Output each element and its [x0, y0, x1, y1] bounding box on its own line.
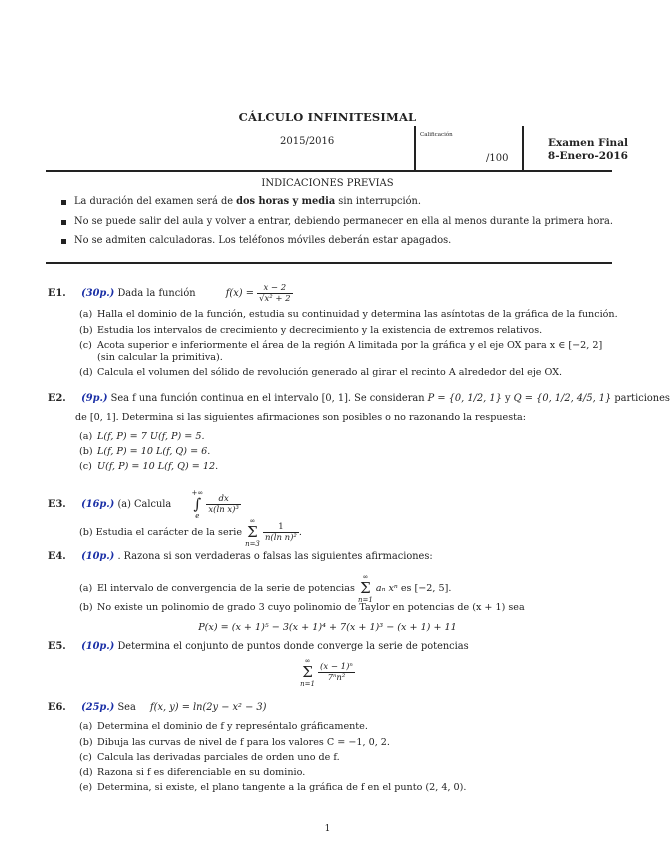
instruction-item: No se admiten calculadoras. Los teléfonos móviles deberán estar apagados. — [60, 233, 613, 253]
exercise-2: E2. (9p.) Sea f una función continua en el intervalo [0, 1]. Se consideran P = {0, 1/2, 1} y Q = {0, 1/2, 4/5, 1} particiones — [48, 393, 670, 404]
academic-year: 2015/2016 — [280, 136, 335, 147]
exercise-5: E5. (10p.) Determina el conjunto de puntos donde converge la serie de potencias — [48, 641, 469, 652]
e2-line-2: de [0, 1]. Determina si las siguientes afirmaciones son posibles o no razonando la respuesta: — [75, 412, 526, 423]
series-term: $\frac{\text{(x − 1)ⁿ}}{\text{7ⁿn²}}$ — [320, 662, 353, 683]
taylor-polynomial: P(x) = (x + 1)⁵ − 3(x + 1)⁴ + 7(x + 1)³ − (x + 1) + 11 — [198, 622, 457, 633]
points: (10p.) — [81, 551, 115, 562]
exercise-3: E3. (16p.) (a) Calcula +∞ ∫ e $\frac{dx}{\text{x(ln x)³}}$ — [48, 489, 239, 520]
e1-item-a: (a) Halla el dominio de la función, estudia su continuidad y determina las asíntotas de la gráfica de la función. — [79, 309, 618, 320]
instruction-item: La duración del examen será de dos horas y media sin interrupción. — [60, 194, 613, 214]
header-divider-right — [522, 126, 524, 170]
integrand: $\frac{dx}{\text{x(ln x)³}}$ — [208, 494, 239, 515]
e6-item-a: (a) Determina el dominio de f y represéntalo gráficamente. — [79, 721, 368, 732]
e2-item-b: (b) L(f, P) = 10 L(f, Q) = 6. — [79, 446, 211, 457]
instructions-rule — [46, 262, 612, 264]
power-series-sum: ∞ Σ n=1 — [357, 573, 373, 604]
e2-item-a: (a) L(f, P) = 7 U(f, P) = 5. — [79, 431, 205, 442]
header-divider-left — [414, 126, 416, 170]
exam-info — [540, 137, 628, 163]
series-sum: ∞ Σ n=1 — [300, 657, 315, 688]
e1-item-d: (d) Calcula el volumen del sólido de revolución generado al girar el recinto A alrededor del eje OX. — [79, 367, 563, 378]
e6-item-d: (d) Razona si f es diferenciable en su dominio. — [79, 767, 306, 778]
points: (16p.) — [81, 499, 115, 510]
exercise-6: E6. (25p.) Sea f(x, y) = ln(2y − x² − 3) — [48, 702, 267, 713]
grade-label: Calificación — [420, 132, 453, 138]
instructions-title: INDICACIONES PREVIAS — [261, 178, 394, 189]
e6-item-b: (b) Dibuja las curvas de nivel de f para los valores C = −1, 0, 2. — [79, 737, 390, 748]
series-term: $\frac{1}{\text{n(ln n)²}}$ — [264, 522, 297, 543]
e1-item-c: (c) Acota superior e inferiormente el área de la región A limitada por la gráfica y el eje OX para x ∈ [−2, 2] — [79, 340, 603, 351]
instruction-item: No se puede salir del aula y volver a entrar, debiendo permanecer en ella al menos durante la primera hora. — [60, 214, 613, 234]
function-fraction: $\frac{x - 2}{\text{√x² + 2}}$ — [259, 283, 291, 304]
points: (10p.) — [81, 641, 115, 652]
e6-item-e: (e) Determina, si existe, el plano tangente a la gráfica de f en el punto (2, 4, 0). — [79, 782, 467, 793]
header-rule — [46, 170, 612, 172]
score-box: /100 — [486, 153, 509, 164]
e2-item-c: (c) U(f, P) = 10 L(f, Q) = 12. — [79, 461, 219, 472]
e4-item-a: (a) El intervalo de convergencia de la serie de potencias ∞ Σ n=1 aₙ xⁿ es [−2, 5]. — [79, 573, 452, 604]
series-e5 — [0, 657, 655, 688]
series-sum: ∞ Σ n=3 — [245, 517, 260, 548]
e3-item-b: (b) Estudia el carácter de la serie ∞ Σ n=3 $\frac{1}{\text{n(ln n)²}}$ . — [79, 517, 302, 548]
e1-item-c-cont: (sin calcular la primitiva). — [97, 352, 223, 363]
exercise-4: E4. (10p.) . Razona si son verdaderas o falsas las siguientes afirmaciones: — [48, 551, 433, 562]
e6-item-c: (c) Calcula las derivadas parciales de orden uno de f. — [79, 752, 340, 763]
e4-item-b: (b) No existe un polinomio de grado 3 cuyo polinomio de Taylor en potencias de (x + 1) sea — [79, 602, 525, 613]
exam-date: 8-Enero-2016 — [547, 150, 628, 162]
exercise-1: E1. (30p.) Dada la función f(x) = $\frac{x - 2}{\text{√x² + 2}}$ — [48, 283, 291, 304]
integral: +∞ ∫ e — [191, 489, 204, 520]
instructions-list — [60, 194, 613, 253]
points: (9p.) — [81, 393, 108, 404]
e1-item-b: (b) Estudia los intervalos de crecimiento y decrecimiento y la existencia de extremos relativos. — [79, 325, 543, 336]
exam-type: Examen Final — [547, 137, 628, 149]
points: (25p.) — [81, 702, 115, 713]
page-number: 1 — [324, 824, 331, 834]
page-title: CÁLCULO INFINITESIMAL — [238, 110, 417, 124]
points: (30p.) — [81, 288, 115, 299]
